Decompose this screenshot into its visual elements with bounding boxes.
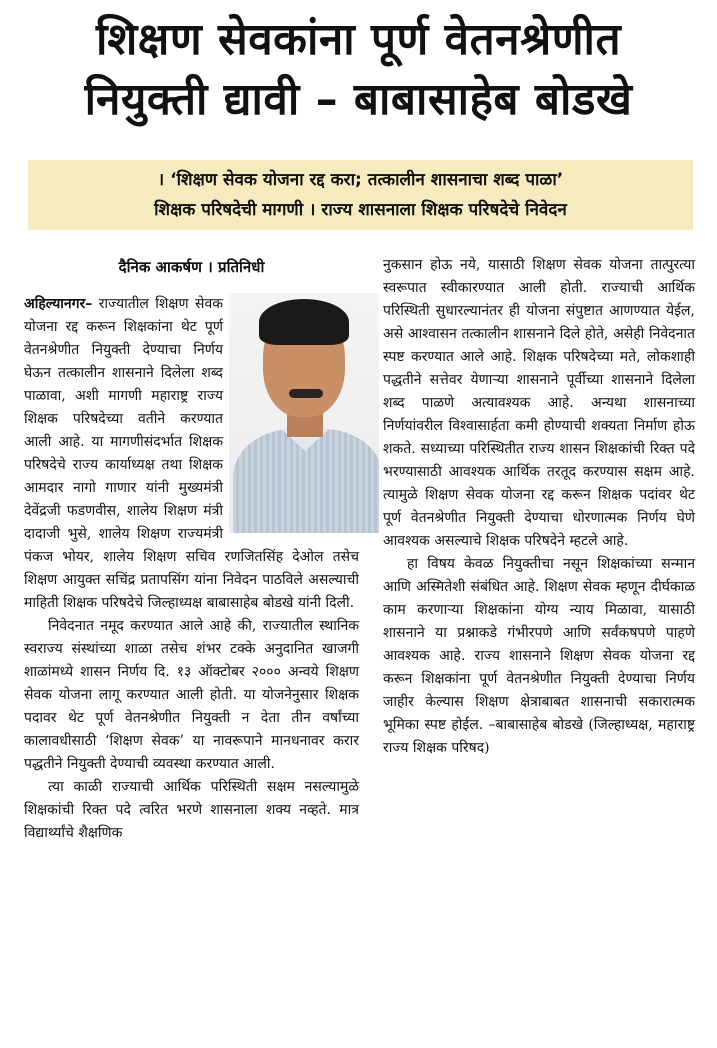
subheadline-line-1: । ‘शिक्षण सेवक योजना रद्द करा; तत्कालीन शासनाचा शब्द पाळा’ (157, 170, 564, 190)
author-photo (229, 293, 379, 533)
subheadline-line-2: शिक्षक परिषदेची मागणी । राज्य शासनाला शिक्षक परिषदेचे निवेदन (154, 200, 567, 220)
dateline: अहिल्यानगर– (24, 296, 93, 312)
article-paragraph-3: त्या काळी राज्याची आर्थिक परिस्थिती सक्षम नसल्यामुळे शिक्षकांची रिक्त पदे त्वरित भरणे शासनाला शक्य नव्हते. मात्र विद्यार्थ्यांचे शैक्षणिक (24, 779, 359, 841)
subheadline-box (28, 160, 693, 230)
article-paragraph-2: निवेदनात नमूद करण्यात आले आहे की, राज्यातील स्थानिक स्वराज्य संस्थांच्या शाळा तसेच शंभर टक्के अनुदानित खाजगी शाळांमध्ये शासन निर्णय दि. १३ ऑक्टोबर २००० अन्वये शिक्षण सेवक योजना लागू करण्यात आली होती. या योजनेनुसार शिक्षक पदावर थेट पूर्ण वेतनश्रेणीत नियुक्ती न देता तीन वर्षांच्या कालावधीसाठी ‘शिक्षण सेवक’ या नावरूपाने मानधनावर करार पद्धतीने नियुक्ती देण्याची व्यवस्था करण्यात आली. (24, 618, 359, 772)
article-column-right (383, 254, 695, 760)
article-paragraph-4: नुकसान होऊ नये, यासाठी शिक्षण सेवक योजना तात्पुरत्या स्वरूपात स्वीकारण्यात आली होती. राज्याची आर्थिक परिस्थिती सुधारल्यानंतर ही योजना संपुष्टात आणण्यात येईल, असे आश्वासन तत्कालीन शासनाने दिले होते, असेही निवेदनात स्पष्ट करण्यात आले आहे. शिक्षक परिषदेच्या मते, लोकशाही पद्धतीने सत्तेवर येणाऱ्या शासनाने पूर्वीच्या शासनाने दिलेला शब्द पाळणे अत्यावश्यक आहे. अन्यथा शासनाच्या निर्णयांवरील विश्वासार्हता कमी होण्याची शक्यता निर्माण होऊ शकते. सध्याच्या परिस्थितीत राज्य शासन शिक्षकांची रिक्त पदे भरण्यासाठी आवश्यक आर्थिक तरतूद करण्यास सक्षम आहे. त्यामुळे शिक्षण सेवक योजना रद्द करून शिक्षक पदांवर थेट पूर्ण वेतनश्रेणीत नियुक्ती देण्याचा धोरणात्मक निर्णय घेणे आवश्यक असल्याचे शिक्षक परिषदेने म्हटले आहे. (383, 257, 695, 549)
headline (0, 10, 717, 130)
photo-wrap-spacer (305, 254, 355, 544)
article-paragraph-1-text: राज्यातील शिक्षण सेवक योजना रद्द करून शिक्षकांना थेट पूर्ण वेतनश्रेणीत नियुक्ती देण्याचा निर्णय घेऊन तत्कालीन शासनाने दिलेला शब्द पाळावा, अशी मागणी महाराष्ट्र राज्य शिक्षक परिषदेच्या वतीने करण्यात आली आहे. या मागणीसंदर्भात शिक्षक परिषदेचे राज्य कार्याध्यक्ष तथा शिक्षक आमदार नागो गाणार यांनी मुख्यमंत्री देवेंद्रजी फडणवीस, शालेय शिक्षण मंत्री दादाजी भुसे, शालेय शिक्षण राज्यमंत्री पंकज भोयर, शालेय शिक्षण सचिव रणजितसिंह देओल तसेच शिक्षण आयुक्त सचिंद्र प्रतापसिंग यांना निवेदन पाठविले असल्याची माहिती शिक्षक परिषदेचे जिल्हाध्यक्ष बाबासाहेब बोडखे यांनी दिली. (24, 296, 359, 611)
article-paragraph-5: हा विषय केवळ नियुक्तीचा नसून शिक्षकांच्या सन्मान आणि अस्मितेशी संबंधित आहे. शिक्षण सेवक म्हणून दीर्घकाळ काम करणाऱ्या शिक्षकांना योग्य न्याय मिळावा, यासाठी शासनाने या प्रश्नाकडे गंभीरपणे आणि सर्वंकषपणे पाहणे आवश्यक आहे. राज्य शासनाने शिक्षण सेवक योजना रद्द करून शिक्षकांना पूर्ण वेतनश्रेणीत नियुक्ती देण्याचा निर्णय जाहीर केल्यास शिक्षण क्षेत्राबाबत शासनाची सकारात्मक भूमिका स्पष्ट होईल. –बाबासाहेब बोडखे (जिल्हाध्यक्ष, महाराष्ट्र राज्य शिक्षक परिषद) (383, 556, 695, 756)
byline: दैनिक आकर्षण । प्रतिनिधी (118, 258, 265, 276)
headline-line-1: शिक्षण सेवकांना पूर्ण वेतनश्रेणीत (95, 14, 622, 65)
headline-line-2: नियुक्ती द्यावी – बाबासाहेब बोडखे (84, 74, 633, 125)
